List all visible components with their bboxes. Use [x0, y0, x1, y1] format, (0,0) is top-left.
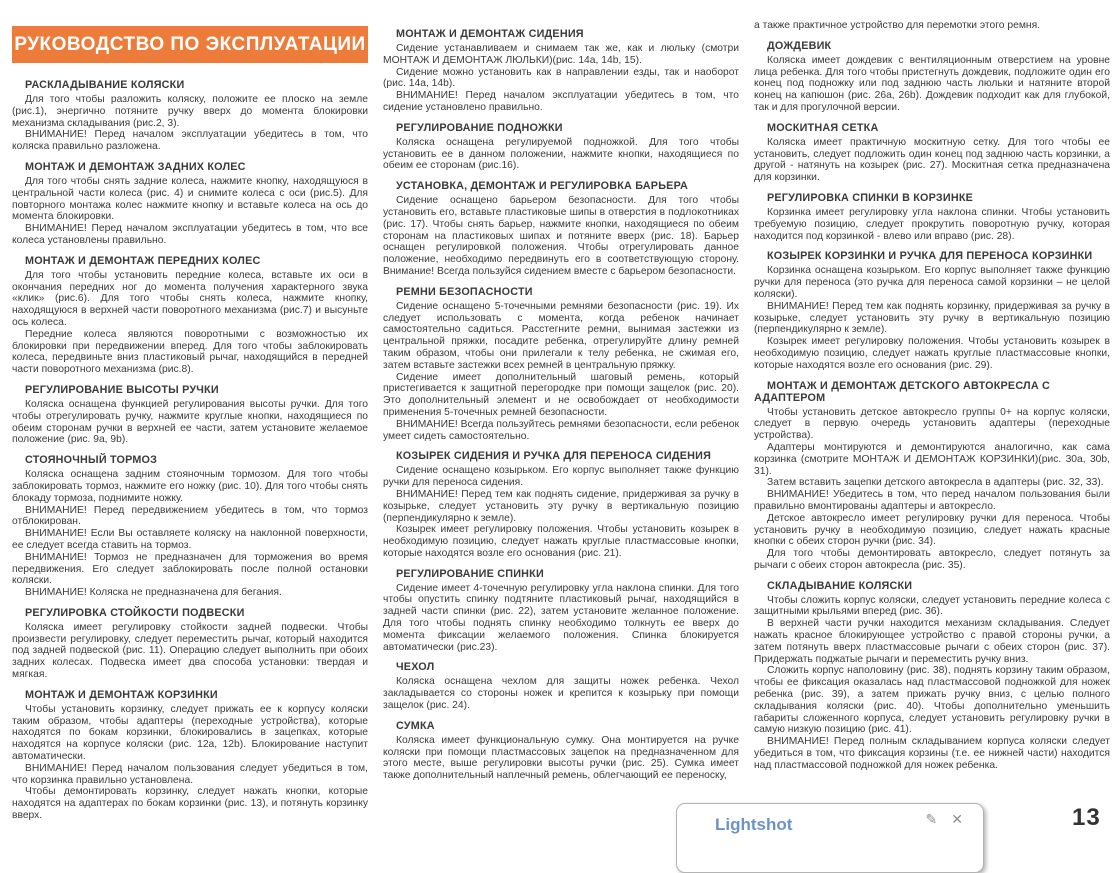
section-heading: КОЗЫРЕК КОРЗИНКИ И РУЧКА ДЛЯ ПЕРЕНОСА КОРЗИНКИ — [767, 250, 1093, 263]
paragraph: ВНИМАНИЕ! Убедитесь в том, что перед началом пользования были правильно вмонтированы адаптеры и автокресло. — [754, 489, 1110, 512]
section-heading: МОНТАЖ И ДЕМОНТАЖ ДЕТСКОГО АВТОКРЕСЛА С АДАПТЕРОМ — [754, 379, 1051, 404]
paragraph: Сидение оснащено барьером безопасности. Для того чтобы установить его, вставьте пластиковые шипы в отверстия в подлокотниках (рис. 17). Чтобы снять барьер, нажмите кнопки, находящиеся по обеим сторонам на пластиковых шипах и потяните вверх (рис. 18). Барьер оснащен регулировкой положения. Чтобы отрегулировать данное положение, необходимо передвинуть его в соответствующую сторону. Внимание! Всегда пользуйся сидением вместе с барьером безопасности. — [383, 195, 739, 277]
paragraph: ВНИМАНИЕ! Перед началом эксплуатации убедитесь в том, что сидение установлено правильно. — [383, 90, 739, 113]
paragraph: ВНИМАНИЕ! Перед тем как поднять корзинку, придерживая за ручку в козырьке, следует установить эту ручку в вертикальную позицию (перпендикулярно к земле). — [754, 300, 1110, 336]
paragraph: а также практичное устройство для перемотки этого ремня. — [754, 20, 1041, 31]
section-heading: МОНТАЖ И ДЕМОНТАЖ ПЕРЕДНИХ КОЛЕС — [25, 254, 261, 267]
paragraph: Чтобы установить корзинку, следует прижать ее к корпусу коляски таким образом, чтобы адаптеры (переходные устройства), которые находятся по бокам корзинки, блокировались в зацепках, которые находятся на корпусе коляски (рис. 12a, 12b). Блокирование наступит автоматически. — [12, 703, 368, 763]
paragraph: Коляска оснащена чехлом для защиты ножек ребенка. Чехол закладывается со стороны ножек и крепится к козырьку при помощи защелок (рис. 24). — [383, 676, 739, 712]
column-middle — [383, 0, 739, 822]
section-heading: СТОЯНОЧНЫЙ ТОРМОЗ — [25, 454, 158, 467]
paragraph: Сидение оснащено 5-точечными ремнями безопасности (рис. 19). Их следует использовать с момента, когда ребенок начинает самостоятельно садиться. Расстегните ремни, вынимая застежки из центральной пряжки, посадите ребенка, отрегулируйте длину ремней таким образом, чтобы они прилегали к телу ребенка, не сжимая его, затем вставьте застежки всех ремней в центральную пряжку. — [383, 300, 739, 371]
paragraph: Для того чтобы разложить коляску, положите ее плоско на земле (рис.1), энергично потяните ручку вверх до момента блокировки механизма складывания (рис.2, 3). — [12, 94, 368, 129]
lightshot-window — [676, 803, 984, 873]
section-heading: РЕГУЛИРОВАНИЕ ВЫСОТЫ РУЧКИ — [25, 383, 219, 396]
paragraph: Сидение имеет 4-точечную регулировку угла наклона спинки. Для того чтобы опустить спинку подтяните пластиковый рычаг, находящийся в задней части спинки (рис. 22), затем установите желанное положение. Для того чтобы поднять спинку необходимо толкнуть ее вверх до момента фиксации желаемого положения. Спинка блокируется автоматически (рис.23). — [383, 582, 739, 653]
paragraph: Детское автокресло имеет регулировку ручки для переноса. Чтобы установить ручку в необходимую позицию, следует нажать красные кнопки с обеих сторон ручки (рис. 34). — [754, 512, 1110, 548]
paragraph: ВНИМАНИЕ! Перед тем как поднять сидение, придерживая за ручку в козырьке, следует установить эту ручку в вертикальную позицию (перпендикулярно к земле). — [383, 488, 739, 524]
paragraph: Коляска оснащена регулируемой подножкой. Для того чтобы установить ее в данном положении, нажмите кнопки, находящиеся по обеим ее сторонам (рис.16). — [383, 136, 739, 172]
lightshot-toolbar — [926, 811, 963, 827]
paragraph: Для того чтобы снять задние колеса, нажмите кнопку, находящуюся в центральной части колеса (рис. 4) и снимите колеса с оси (рис.5). Для повторного монтажа колес нажмите кнопку и вставьте колеса на ось до момента блокировки. — [12, 175, 368, 223]
paragraph: ВНИМАНИЕ! Перед передвижением убедитесь в том, что тормоз отблокирован. — [12, 504, 368, 528]
paragraph: Козырек имеет регулировку положения. Чтобы установить козырек в необходимую позицию, следует нажать круглые пластмассовые кнопки, которые находятся возле его основания (рис. 21). — [383, 524, 739, 559]
paragraph: ВНИМАНИЕ! Тормоз не предназначен для торможения во время передвижения. Его следует заблокировать после полной остановки коляски. — [12, 551, 368, 587]
paragraph: Сидение можно установить как в направлении езды, так и наоборот (рис. 14a, 14b). — [383, 66, 739, 90]
section-heading: СКЛАДЫВАНИЕ КОЛЯСКИ — [767, 579, 913, 592]
paragraph: Коляска имеет функциональную сумку. Она монтируется на ручке коляски при помощи пластмассовых зацепок на предназначенном для этого месте, выше регулировки высоты ручки (рис. 25). Сумка имеет также дополнительный наплечный ремень, облегчающий ее переноску, — [383, 734, 739, 782]
section-heading: РЕГУЛИРОВАНИЕ СПИНКИ — [396, 567, 544, 580]
section-heading: УСТАНОВКА, ДЕМОНТАЖ И РЕГУЛИРОВКА БАРЬЕРА — [396, 180, 689, 193]
section-heading: РАСКЛАДЫВАНИЕ КОЛЯСКИ — [25, 79, 185, 91]
section-heading: ДОЖДЕВИК — [767, 39, 832, 52]
paragraph: Для того чтобы демонтировать автокресло, следует потянуть за рычаги с обеих сторон автокресла (рис. 35). — [754, 548, 1110, 571]
paragraph: ВНИМАНИЕ! Перед началом пользования следует убедиться в том, что корзинка правильно установлена. — [12, 762, 368, 786]
page-number: 13 — [1072, 804, 1101, 831]
column-left — [12, 0, 368, 822]
paragraph: ВНИМАНИЕ! Перед началом эксплуатации убедитесь в том, что все колеса установлены правильно. — [12, 223, 368, 246]
section-heading: МОНТАЖ И ДЕМОНТАЖ КОРЗИНКИ — [25, 688, 218, 701]
paragraph: Чтобы демонтировать корзинку, следует нажать кнопки, которые находятся на адаптерах по бокам корзинки (рис. 13), и потянуть корзинку вверх. — [12, 786, 368, 822]
paragraph: Чтобы установить детское автокресло группы 0+ на корпус коляски, следует в первую очередь установить адаптеры (переходные устройства). — [754, 406, 1110, 442]
paragraph: Коляска имеет дождевик с вентиляционным отверстием на уровне лица ребенка. Для того чтобы пристегнуть дождевик, подложите один его конец под подножку или под заднюю часть люльки и натяните второй конец на капюшон (рис. 26a, 26b). Дождевик подходит как для глубокой, так и для прогулочной версии. — [754, 54, 1110, 113]
paragraph: Коляска оснащена задним стояночным тормозом. Для того чтобы заблокировать тормоз, нажмите его ножку (рис. 10). Для того чтобы снять блокаду тормоза, поднимите ножку. — [12, 469, 368, 504]
paragraph: Коляска оснащена функцией регулирования высоты ручки. Для того чтобы отрегулировать ручку, нажмите круглые кнопки, находящиеся по обеим сторонам ручки в верхней ее части, затем установите желаемое положение (рис. 9a, 9b). — [12, 398, 368, 446]
paragraph: ВНИМАНИЕ! Всегда пользуйтесь ремнями безопасности, если ребенок умеет сидеть самостоятельно. — [383, 418, 739, 442]
paragraph: Корзинка имеет регулировку угла наклона спинки. Чтобы установить требуемую позицию, следует прокрутить поворотную ручку, которая находится под корзинкой - влево или вправо (рис. 28). — [754, 206, 1110, 242]
paragraph: Чтобы сложить корпус коляски, следует установить передние колеса с защитными крыльями вперед (рис. 36). — [754, 594, 1110, 618]
paragraph: Сидение устанавливаем и снимаем так же, как и люльку (смотри МОНТАЖ И ДЕМОНТАЖ ЛЮЛЬКИ)(рис. 14a, 14b, 15). — [383, 43, 739, 66]
pen-icon[interactable]: ✎ — [925, 811, 938, 827]
paragraph: Сложить корпус наполовину (рис. 38), поднять корзину таким образом, чтобы ее фиксация оказалась над пластмассовой подножкой для ножек ребенка (рис. 39), а затем прижать ручку вниз, с целью полного складывания коляски (рис. 40). Чтобы дополнительно уменьшить габариты сложенного корпуса, следует установить регулировку ручки в самую низкую позицию (рис. 41). — [754, 665, 1110, 736]
paragraph: ВНИМАНИЕ! Перед полным складыванием корпуса коляски следует убедиться в том, что фиксация корзины (т.е. ее нижней части) находится над пластмассовой подножкой для ножек ребенка. — [754, 736, 1110, 771]
column-right — [754, 0, 1110, 822]
section-heading: СУМКА — [396, 719, 435, 732]
paragraph: ВНИМАНИЕ! Перед началом эксплуатации убедитесь в том, что коляска правильно разложена. — [12, 129, 368, 153]
paragraph: ВНИМАНИЕ! Если Вы оставляете коляску на наклонной поверхности, ее следует всегда ставить на тормоз. — [12, 528, 368, 551]
page-title: РУКОВОДСТВО ПО ЭКСПЛУАТАЦИИ — [12, 26, 368, 63]
section-heading: РЕМНИ БЕЗОПАСНОСТИ — [396, 285, 533, 298]
paragraph: Коляска имеет практичную москитную сетку. Для того чтобы ее установить, следует подложить один конец под заднюю часть корзинки, а другой - натянуть на козырек (рис. 27). Москитная сетка предназначена для корзинки. — [754, 136, 1110, 184]
paragraph: Затем вставить зацепки детского автокресла в адаптеры (рис. 32, 33). — [767, 477, 1104, 489]
section-heading: МОСКИТНАЯ СЕТКА — [767, 121, 879, 134]
section-heading: МОНТАЖ И ДЕМОНТАЖ СИДЕНИЯ — [396, 28, 584, 40]
section-heading: МОНТАЖ И ДЕМОНТАЖ ЗАДНИХ КОЛЕС — [25, 160, 246, 173]
section-heading: РЕГУЛИРОВАНИЕ ПОДНОЖКИ — [396, 121, 563, 134]
paragraph: Для того чтобы установить передние колеса, вставьте их оси в окончания передних ног до момента получения характерного звука «клик» (рис.6). Для того чтобы снять колеса, нажмите кнопку, находящуюся в верхней части поворотного механизма (рис.7) и высуньте ось колеса. — [12, 269, 368, 328]
section-heading: РЕГУЛИРОВКА СТОЙКОСТИ ПОДВЕСКИ — [25, 606, 245, 619]
close-icon[interactable]: ✕ — [951, 811, 963, 827]
paragraph: Сидение имеет дополнительный шаговый ремень, который пристегивается к защитной перегородке при помощи защелок (рис. 20). Это дополнительный элемент и не освобождает от необходимости применения 5-точечных ремней безопасности. — [383, 371, 739, 418]
section-heading: КОЗЫРЕК СИДЕНИЯ И РУЧКА ДЛЯ ПЕРЕНОСА СИДЕНИЯ — [396, 450, 712, 463]
paragraph: Корзинка оснащена козырьком. Его корпус выполняет также функцию ручки для переноса (это ручка для переноса самой корзинки – не целой коляски). — [754, 265, 1110, 300]
paragraph: Передние колеса являются поворотными с возможностью их блокировки при передвижении вперед. Для того чтобы заблокировать колеса, передвиньте вниз пластиковый рычаг, находящийся в передней части поворотного механизма (рис.8). — [12, 328, 368, 376]
section-heading: РЕГУЛИРОВКА СПИНКИ В КОРЗИНКЕ — [767, 191, 974, 204]
paragraph: ВНИМАНИЕ! Коляска не предназначена для бегания. — [25, 587, 282, 599]
paragraph: Сидение оснащено козырьком. Его корпус выполняет также функцию ручки для переноса сидения. — [383, 465, 739, 489]
lightshot-app-label: Lightshot — [715, 815, 793, 834]
paragraph: В верхней части ручки находится механизм складывания. Следует нажать красное блокирующее устройство с правой стороны ручки, а затем потянуть вверх пластмассовые рычаги с обеих сторон (рис. 37). Придержать поджатые рычаги и переместить ручку вниз. — [754, 618, 1110, 665]
section-heading: ЧЕХОЛ — [396, 661, 435, 674]
paragraph: Адаптеры монтируются и демонтируются аналогично, как сама корзинка (смотрите МОНТАЖ И ДЕМОНТАЖ КОРЗИНКИ)(рис. 30a, 30b, 31). — [754, 441, 1110, 477]
paragraph: Козырек имеет регулировку положения. Чтобы установить козырек в необходимую позицию, следует нажать круглые пластмассовые кнопки, которые находятся возле его основания (рис. 29). — [754, 336, 1110, 371]
paragraph: Коляска имеет регулировку стойкости задней подвески. Чтобы произвести регулировку, следует переместить рычаг, который находится под задней подвеской (рис. 11). Операцию следует выполнить при обоих задних колесах. Подвеска имеет два способа установки: твердая и мягкая. — [12, 621, 368, 681]
